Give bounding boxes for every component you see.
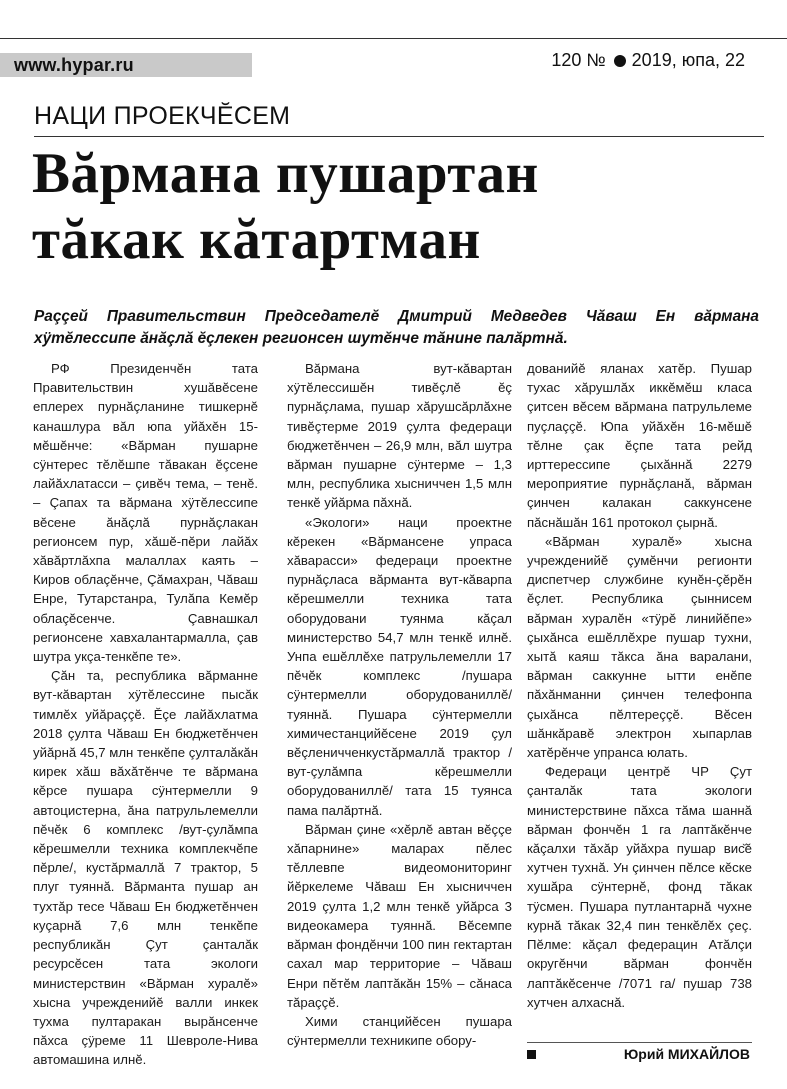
rubric: НАЦИ ПРОЕКЧĔСЕМ xyxy=(34,102,291,130)
paragraph: Çăн та, республика вăрманне вут-кăвартан хÿтĕлессине пысăк тимлĕх уйăраççĕ. Ĕçе лайăхлатма 2018 çулта Чăваш Ен бюджетĕнчен уйăрнă 45,7 млн тенкĕпе çулталӑкăн кирек хăш вăхăтĕнче те вăрмана кĕрсе пушара сÿнтермелли 9 автоцистерна, ăна патрульлемелли пĕчĕк 6 комплекс /вут-çулăмпа кĕрешмелли техника комплекчĕпе пĕрле/, кустăрмаллă 7 трактор, 5 плуг туяннă. Вăрманта пушар ан тухтăр тесе Чăваш Ен бюджетĕнчен куçарнă 7,6 млн тенкĕпе республикăн Çут çанталăк ресурсĕсен тата экологи министерствин «Вăрман хуралĕ» хысна учрежденийĕ валли инкек тухма пултаракан вырăнсенче пăхса çÿреме 11 Шевроле-Нива автомашина илнĕ. xyxy=(33,668,258,1068)
headline-line-2: тăкак кăтартман xyxy=(32,208,481,271)
paragraph: РФ Президенчĕн тата Правительствин хушăвĕсене еплерех пурнăçланине тишкернĕ канашлура вăл юпа уйăхĕн 15-мĕшĕнче: «Вăрман пушарне сÿнтерес тĕлĕшпе тăвакан ĕçсене лайăхлатасси – çивĕч тема, – тенĕ. – Çапах та вăрмана хÿтĕлессипе вĕсене ăнăçлă пурнăçлакан регионсем пур, хăшĕ-пĕри лайăх хăвăртлăхпа малаллах каять – Киров облаçĕнче, Çăмахран, Чăваш Енре, Тутарстанра, Тулăпа Кемĕр облаçĕсенче. Çавнашкал регионсене хавхалантармалла, çав шутра укçа-тенкĕпе те». xyxy=(33,361,258,665)
author-signature: Юрий МИХАЙЛОВ xyxy=(623,1046,750,1062)
article-column-1 xyxy=(33,359,258,1070)
issue-date: 2019, юпа, 22 xyxy=(631,50,745,70)
end-square-icon xyxy=(527,1050,536,1059)
site-url: www.hypar.ru xyxy=(14,55,134,75)
paragraph: Вăрмана вут-кăвартан хÿтĕлессишĕн тивĕçлĕ ĕç пурнăçлама, пушар хăрушсăрлăхне тивĕçтерме 2019 çулта федераци бюджетĕнчен – 26,9 млн, вăл шутра вăрман пушарне сÿнтерме – 1,3 млн, республика хысниччен 1,5 млн тенкĕ уйăрма пăхнă. xyxy=(287,361,512,511)
headline-line-1: Вăрмана пушартан xyxy=(32,142,539,205)
paragraph: Федераци центрĕ ЧР Çут çанталăк тата экологи министерствине пăхса тăма шаннă вăрман фончĕн 1 га лаптăкĕнче кăçалхи тăхăр уйăхра пушар вис̆ĕ хутчен тухнă. Ун çинчен пĕлсе кĕске хушăра сÿнтернĕ, фонд тăкак тÿсмен. Пушара путлантарнă чухне курнă тăкак 32,4 пин тенкĕлĕх çеç. Пĕлме: кăçал федерацин Атăлçи округĕнчи вăрман фончĕн лаптăкĕсенче /7071 га/ пушар 738 хутчен алхаснă. xyxy=(527,764,752,1010)
paragraph: «Вăрман хуралĕ» хысна учрежденийĕ çумĕнчи регионти диспетчер службине кунĕн-çĕрĕн ĕçлет. Республика çыннисем вăрман хуралĕн «тÿрĕ линийĕпе» çыхăнса ешĕллĕхре пушар тухни, хытă каяш тăкса ăна варалани, вăрман саккунне ытти енĕпе пăхăнманни çинчен телефонпа çыхăнса пĕлтереççĕ. Вĕсен шăнкăравĕ электрон хыпарлав хатĕрĕнче упранса юлать. xyxy=(527,533,752,761)
rubric-underline xyxy=(34,136,764,137)
headline xyxy=(32,141,772,273)
lead-paragraph: Раççей Правительствин Председателĕ Дмитрий Медведев Чăваш Ен вăрмана хÿтĕлессипе ăнăçлă ĕçлекен регионсен шутĕнче тăнине палăртнă. xyxy=(34,308,759,347)
issue-info xyxy=(551,50,745,71)
top-rule xyxy=(0,38,787,39)
paragraph: Хими станцийĕсен пушара сÿнтермелли техникипе обору- xyxy=(287,1013,512,1049)
article-column-3 xyxy=(527,359,752,1012)
signature-rule xyxy=(527,1042,752,1043)
issue-number: 120 № xyxy=(551,50,606,70)
paragraph: Вăрман çине «хĕрлĕ автан вĕççе хăпарнине» маларах пĕлес тĕллевпе видеомониторинг йĕркелеме Чăваш Ен хысниччен 2019 çулта 1,2 млн тенкĕ уйăрса 3 видеокамера туяннă. Вĕсемпе вăрман фондĕнчи 100 пин гектартан сахал мар территорие – Чăваш Енри пĕтĕм лаптăкăн 15% – сăнаса тăраççĕ. xyxy=(287,821,512,1010)
bullet-icon xyxy=(614,55,626,67)
paragraph: «Экологи» наци проектне кĕрекен «Вăрмансене упраса хăварасси» федераци проектне пурнăçласа вăрманта вут-кăварпа кĕрешмелли техника тата оборудовани туянма кăçал министерство 54,7 млн тенкĕ илнĕ. Унпа ешĕллĕхе патрульлемелли 17 пĕчĕк комплекс /пушара сÿнтермелли оборудованиллĕ/ туяннă. Пушара сÿнтермелли химичестанцийĕсене 2019 çул вĕçленичченкустăрмаллă трактор /вут-çулăмпа кĕрешмелли оборудованиллĕ/ тата 15 туянса пама палăртнă. xyxy=(287,514,512,818)
paragraph: дованийĕ яланах хатĕр. Пушар тухас хăрушлăх иккĕмĕш класа çитсен вĕсем вăрмана патрульлеме пуçлаççĕ. Юпа уйăхĕн 16-мĕшĕ тĕлне çак ĕçпе тата рейд ирттерессипе çыхăннă 2279 мероприятие пурнăçланă, вăрман çинчен калакан саккунсене пăснăшăн 161 протокол çырнă. xyxy=(527,361,752,530)
article-column-2 xyxy=(287,359,512,1050)
